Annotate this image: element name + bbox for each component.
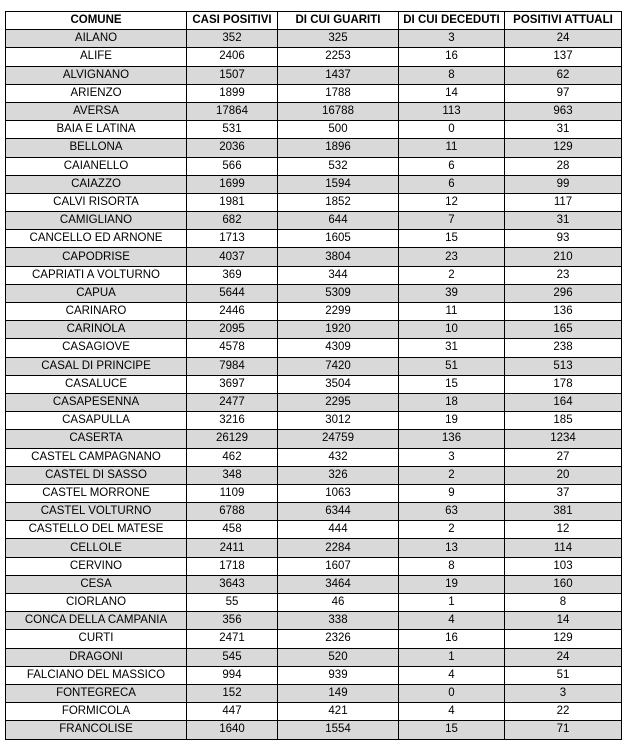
table-row [6, 612, 622, 630]
cell-guariti: 1788 [278, 84, 399, 102]
cell-casi-positivi: 3216 [187, 412, 278, 430]
cell-comune: CASTEL DI SASSO [6, 466, 187, 484]
cell-deceduti: 31 [399, 339, 505, 357]
cell-casi-positivi: 462 [187, 448, 278, 466]
cell-comune: CERVINO [6, 557, 187, 575]
cell-guariti: 3464 [278, 575, 399, 593]
table-row [6, 66, 622, 84]
cell-deceduti: 12 [399, 193, 505, 211]
cell-guariti: 344 [278, 266, 399, 284]
cell-casi-positivi: 682 [187, 212, 278, 230]
cell-comune: CASAL DI PRINCIPE [6, 357, 187, 375]
table-row [6, 630, 622, 648]
cell-deceduti: 18 [399, 393, 505, 411]
cell-casi-positivi: 55 [187, 594, 278, 612]
cell-casi-positivi: 369 [187, 266, 278, 284]
cell-comune: CAIAZZO [6, 175, 187, 193]
cell-guariti: 1063 [278, 484, 399, 502]
header-positivi-attuali: POSITIVI ATTUALI [505, 12, 622, 30]
cell-deceduti: 2 [399, 521, 505, 539]
cell-guariti: 338 [278, 612, 399, 630]
cell-deceduti: 23 [399, 248, 505, 266]
cell-guariti: 4309 [278, 339, 399, 357]
cell-positivi-attuali: 28 [505, 157, 622, 175]
cell-guariti: 444 [278, 521, 399, 539]
cell-casi-positivi: 1507 [187, 66, 278, 84]
table-row [6, 521, 622, 539]
cell-deceduti: 6 [399, 157, 505, 175]
cell-comune: FALCIANO DEL MASSICO [6, 666, 187, 684]
cell-guariti: 16788 [278, 102, 399, 120]
cell-positivi-attuali: 12 [505, 521, 622, 539]
cell-positivi-attuali: 103 [505, 557, 622, 575]
table-row [6, 284, 622, 302]
cell-deceduti: 63 [399, 503, 505, 521]
cell-positivi-attuali: 136 [505, 303, 622, 321]
cell-deceduti: 113 [399, 102, 505, 120]
cell-positivi-attuali: 165 [505, 321, 622, 339]
table-row [6, 357, 622, 375]
cell-casi-positivi: 4037 [187, 248, 278, 266]
cell-deceduti: 11 [399, 139, 505, 157]
cell-deceduti: 15 [399, 375, 505, 393]
table-row [6, 430, 622, 448]
table-row [6, 303, 622, 321]
cell-comune: CASALUCE [6, 375, 187, 393]
cell-deceduti: 3 [399, 448, 505, 466]
cell-positivi-attuali: 160 [505, 575, 622, 593]
cell-deceduti: 19 [399, 575, 505, 593]
table-row [6, 594, 622, 612]
cell-casi-positivi: 356 [187, 612, 278, 630]
cell-comune: AILANO [6, 30, 187, 48]
table-row [6, 175, 622, 193]
cell-deceduti: 0 [399, 121, 505, 139]
header-casi-positivi: CASI POSITIVI [187, 12, 278, 30]
table-row [6, 230, 622, 248]
table-row [6, 703, 622, 721]
cell-guariti: 149 [278, 684, 399, 702]
cell-guariti: 2299 [278, 303, 399, 321]
cell-guariti: 24759 [278, 430, 399, 448]
table-row [6, 484, 622, 502]
cell-casi-positivi: 458 [187, 521, 278, 539]
cell-comune: CARINOLA [6, 321, 187, 339]
cell-comune: CAPUA [6, 284, 187, 302]
table-row [6, 339, 622, 357]
cell-comune: CAPRIATI A VOLTURNO [6, 266, 187, 284]
cell-comune: CASERTA [6, 430, 187, 448]
cell-guariti: 532 [278, 157, 399, 175]
table-row [6, 684, 622, 702]
cell-guariti: 3504 [278, 375, 399, 393]
cell-deceduti: 6 [399, 175, 505, 193]
cell-deceduti: 9 [399, 484, 505, 502]
cell-positivi-attuali: 178 [505, 375, 622, 393]
cell-guariti: 1920 [278, 321, 399, 339]
cell-deceduti: 15 [399, 230, 505, 248]
cell-positivi-attuali: 117 [505, 193, 622, 211]
cell-guariti: 1896 [278, 139, 399, 157]
table-header-row [6, 12, 622, 30]
cell-comune: CAPODRISE [6, 248, 187, 266]
cell-positivi-attuali: 185 [505, 412, 622, 430]
cell-guariti: 326 [278, 466, 399, 484]
cell-guariti: 644 [278, 212, 399, 230]
cell-positivi-attuali: 8 [505, 594, 622, 612]
cell-casi-positivi: 2411 [187, 539, 278, 557]
cell-comune: AVERSA [6, 102, 187, 120]
cell-guariti: 7420 [278, 357, 399, 375]
cell-positivi-attuali: 31 [505, 121, 622, 139]
cell-casi-positivi: 352 [187, 30, 278, 48]
cell-comune: CIORLANO [6, 594, 187, 612]
cell-guariti: 2253 [278, 48, 399, 66]
cell-positivi-attuali: 1234 [505, 430, 622, 448]
cell-positivi-attuali: 513 [505, 357, 622, 375]
cell-deceduti: 39 [399, 284, 505, 302]
cell-positivi-attuali: 31 [505, 212, 622, 230]
cell-casi-positivi: 994 [187, 666, 278, 684]
cell-deceduti: 51 [399, 357, 505, 375]
cell-positivi-attuali: 23 [505, 266, 622, 284]
cell-positivi-attuali: 137 [505, 48, 622, 66]
cell-comune: CASTEL MORRONE [6, 484, 187, 502]
cell-deceduti: 2 [399, 266, 505, 284]
cell-casi-positivi: 5644 [187, 284, 278, 302]
cell-positivi-attuali: 296 [505, 284, 622, 302]
cell-deceduti: 0 [399, 684, 505, 702]
table-row [6, 503, 622, 521]
cell-comune: CASAPULLA [6, 412, 187, 430]
table-row [6, 721, 622, 739]
cell-casi-positivi: 6788 [187, 503, 278, 521]
cell-casi-positivi: 2471 [187, 630, 278, 648]
cell-positivi-attuali: 62 [505, 66, 622, 84]
header-guariti: DI CUI GUARITI [278, 12, 399, 30]
table-row [6, 412, 622, 430]
cell-casi-positivi: 348 [187, 466, 278, 484]
cell-comune: CASTEL VOLTURNO [6, 503, 187, 521]
cell-positivi-attuali: 99 [505, 175, 622, 193]
cell-comune: CURTI [6, 630, 187, 648]
cell-comune: ARIENZO [6, 84, 187, 102]
table-row [6, 321, 622, 339]
cell-deceduti: 1 [399, 648, 505, 666]
cell-guariti: 1594 [278, 175, 399, 193]
covid-municipality-table [5, 11, 622, 740]
cell-comune: FONTEGRECA [6, 684, 187, 702]
cell-positivi-attuali: 164 [505, 393, 622, 411]
cell-guariti: 939 [278, 666, 399, 684]
cell-positivi-attuali: 93 [505, 230, 622, 248]
cell-positivi-attuali: 381 [505, 503, 622, 521]
cell-comune: ALVIGNANO [6, 66, 187, 84]
cell-casi-positivi: 1713 [187, 230, 278, 248]
cell-deceduti: 8 [399, 66, 505, 84]
cell-guariti: 1554 [278, 721, 399, 739]
cell-positivi-attuali: 24 [505, 648, 622, 666]
table-row [6, 157, 622, 175]
cell-casi-positivi: 1899 [187, 84, 278, 102]
table-row [6, 666, 622, 684]
cell-positivi-attuali: 22 [505, 703, 622, 721]
cell-guariti: 1437 [278, 66, 399, 84]
cell-guariti: 421 [278, 703, 399, 721]
cell-casi-positivi: 17864 [187, 102, 278, 120]
header-comune: COMUNE [6, 12, 187, 30]
cell-comune: ALIFE [6, 48, 187, 66]
table-row [6, 448, 622, 466]
cell-comune: CELLOLE [6, 539, 187, 557]
cell-deceduti: 4 [399, 703, 505, 721]
table-row [6, 30, 622, 48]
table-row [6, 48, 622, 66]
cell-comune: CONCA DELLA CAMPANIA [6, 612, 187, 630]
cell-casi-positivi: 545 [187, 648, 278, 666]
cell-casi-positivi: 1699 [187, 175, 278, 193]
cell-casi-positivi: 4578 [187, 339, 278, 357]
table-row [6, 575, 622, 593]
cell-comune: BELLONA [6, 139, 187, 157]
cell-guariti: 520 [278, 648, 399, 666]
cell-comune: FORMICOLA [6, 703, 187, 721]
cell-casi-positivi: 2036 [187, 139, 278, 157]
cell-deceduti: 136 [399, 430, 505, 448]
cell-casi-positivi: 447 [187, 703, 278, 721]
cell-comune: CALVI RISORTA [6, 193, 187, 211]
cell-guariti: 2284 [278, 539, 399, 557]
cell-comune: DRAGONI [6, 648, 187, 666]
cell-casi-positivi: 2477 [187, 393, 278, 411]
table-row [6, 375, 622, 393]
cell-positivi-attuali: 238 [505, 339, 622, 357]
cell-guariti: 2326 [278, 630, 399, 648]
cell-guariti: 3012 [278, 412, 399, 430]
cell-positivi-attuali: 37 [505, 484, 622, 502]
cell-deceduti: 4 [399, 666, 505, 684]
cell-casi-positivi: 2446 [187, 303, 278, 321]
table-row [6, 648, 622, 666]
table-row [6, 266, 622, 284]
cell-comune: CARINARO [6, 303, 187, 321]
table-row [6, 84, 622, 102]
cell-deceduti: 19 [399, 412, 505, 430]
cell-guariti: 1605 [278, 230, 399, 248]
cell-casi-positivi: 7984 [187, 357, 278, 375]
table-row [6, 193, 622, 211]
cell-casi-positivi: 2095 [187, 321, 278, 339]
table-row [6, 121, 622, 139]
cell-guariti: 1607 [278, 557, 399, 575]
cell-positivi-attuali: 97 [505, 84, 622, 102]
cell-comune: CASTELLO DEL MATESE [6, 521, 187, 539]
cell-guariti: 500 [278, 121, 399, 139]
cell-comune: CASAPESENNA [6, 393, 187, 411]
cell-deceduti: 8 [399, 557, 505, 575]
table-row [6, 102, 622, 120]
cell-casi-positivi: 2406 [187, 48, 278, 66]
cell-comune: CANCELLO ED ARNONE [6, 230, 187, 248]
cell-deceduti: 16 [399, 630, 505, 648]
cell-casi-positivi: 152 [187, 684, 278, 702]
cell-deceduti: 10 [399, 321, 505, 339]
table-body [6, 30, 622, 739]
cell-comune: FRANCOLISE [6, 721, 187, 739]
header-deceduti: DI CUI DECEDUTI [399, 12, 505, 30]
cell-deceduti: 4 [399, 612, 505, 630]
cell-casi-positivi: 1981 [187, 193, 278, 211]
cell-positivi-attuali: 14 [505, 612, 622, 630]
cell-deceduti: 1 [399, 594, 505, 612]
cell-guariti: 3804 [278, 248, 399, 266]
cell-casi-positivi: 531 [187, 121, 278, 139]
table-row [6, 466, 622, 484]
cell-positivi-attuali: 71 [505, 721, 622, 739]
cell-deceduti: 3 [399, 30, 505, 48]
cell-comune: CAIANELLO [6, 157, 187, 175]
cell-casi-positivi: 3697 [187, 375, 278, 393]
cell-positivi-attuali: 210 [505, 248, 622, 266]
cell-casi-positivi: 1640 [187, 721, 278, 739]
table-row [6, 539, 622, 557]
table-row [6, 557, 622, 575]
cell-comune: CAMIGLIANO [6, 212, 187, 230]
cell-deceduti: 11 [399, 303, 505, 321]
cell-comune: CASTEL CAMPAGNANO [6, 448, 187, 466]
cell-positivi-attuali: 963 [505, 102, 622, 120]
cell-deceduti: 13 [399, 539, 505, 557]
cell-positivi-attuali: 129 [505, 139, 622, 157]
cell-positivi-attuali: 129 [505, 630, 622, 648]
cell-positivi-attuali: 3 [505, 684, 622, 702]
cell-positivi-attuali: 27 [505, 448, 622, 466]
table-row [6, 139, 622, 157]
table-row [6, 248, 622, 266]
cell-deceduti: 7 [399, 212, 505, 230]
cell-deceduti: 14 [399, 84, 505, 102]
cell-guariti: 46 [278, 594, 399, 612]
cell-guariti: 5309 [278, 284, 399, 302]
cell-guariti: 325 [278, 30, 399, 48]
cell-deceduti: 15 [399, 721, 505, 739]
cell-casi-positivi: 3643 [187, 575, 278, 593]
cell-positivi-attuali: 20 [505, 466, 622, 484]
cell-casi-positivi: 1718 [187, 557, 278, 575]
cell-deceduti: 16 [399, 48, 505, 66]
table-row [6, 393, 622, 411]
cell-guariti: 6344 [278, 503, 399, 521]
cell-casi-positivi: 566 [187, 157, 278, 175]
cell-casi-positivi: 1109 [187, 484, 278, 502]
cell-positivi-attuali: 51 [505, 666, 622, 684]
cell-comune: CASAGIOVE [6, 339, 187, 357]
cell-comune: CESA [6, 575, 187, 593]
cell-guariti: 2295 [278, 393, 399, 411]
table-row [6, 212, 622, 230]
cell-positivi-attuali: 24 [505, 30, 622, 48]
cell-comune: BAIA E LATINA [6, 121, 187, 139]
cell-deceduti: 2 [399, 466, 505, 484]
cell-casi-positivi: 26129 [187, 430, 278, 448]
cell-positivi-attuali: 114 [505, 539, 622, 557]
cell-guariti: 432 [278, 448, 399, 466]
cell-guariti: 1852 [278, 193, 399, 211]
